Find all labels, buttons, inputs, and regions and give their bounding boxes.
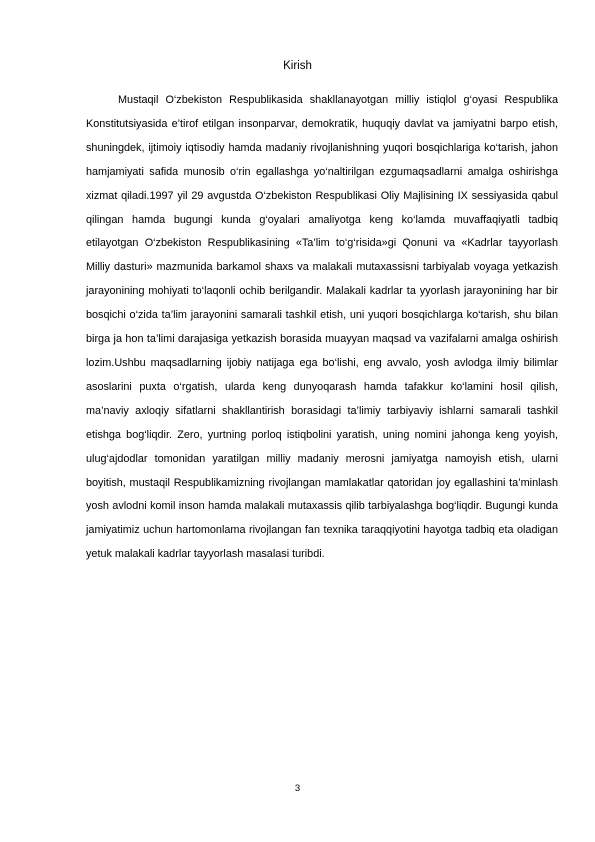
section-title: Kirish xyxy=(283,60,312,72)
page-number: 3 xyxy=(294,783,301,794)
body-paragraph: Mustaqil O‘zbekiston Respublikasida shakllanayotgan milliy istiqlol g‘oyasi Respublika Konstitutsiyasida e’tirof etilgan insonparvar, demokratik, huquqiy davlat va jamiyatni barpo etish, shuningdek, ijtimoiy iqtisodiy hamda madaniy rivojlanishning yuqori bosqichlariga ko‘tarish, jahon hamjamiyati safida munosib o‘rin egallashga yo‘naltirilgan ezgumaqsadlarni amalga oshirishga xizmat qiladi.1997 yil 29 avgustda O‘zbekiston Respublikasi Oliy Majlisining IX sessiyasida qabul qilingan hamda bugungi kunda g‘oyalari amaliyotga keng ko‘lamda muvaffaqiyatli tadbiq etilayotgan O‘zbekiston Respublikasining «Ta’lim to‘g‘risida»gi Qonuni va «Kadrlar tayyorlash Milliy dasturi» mazmunida barkamol shaxs va malakali mutaxassisni tarbiyalab voyaga yetkazish jarayonining mohiyati to‘laqonli ochib berilgandir. Malakali kadrlar ta yyorlash jarayonining har bir bosqichi o‘zida ta’lim jarayonini samarali tashkil etish, uni yuqori bosqichlarga ko‘tarish, shu bilan birga ja hon ta’limi darajasiga yetkazish borasida muayyan maqsad va vazifalarni amalga oshirish lozim.Ushbu maqsadlarning ijobiy natijaga ega bo‘lishi, eng avvalo, yosh avlodga ilmiy bilimlar asoslarini puxta o‘rgatish, ularda keng dunyoqarash hamda tafakkur ko‘lamini hosil qilish, ma’naviy axloqiy sifatlarni shakllantirish borasidagi ta’limiy tarbiyaviy ishlarni samarali tashkil etishga bog‘liqdir. Zero, yurtning porloq istiqbolini yaratish, uning nomini jahonga keng yoyish, ulug‘ajdodlar tomonidan yaratilgan milliy madaniy merosni jamiyatga namoyish etish, ularni boyitish, mustaqil Respublikamizning rivojlangan mamlakatlar qatoridan joy egallashini ta’minlash yosh avlodni komil inson hamda malakali mutaxassis qilib tarbiyalashga bog‘liqdir. Bugungi kunda jamiyatimiz uchun hartomonlama rivojlangan fan texnika taraqqiyotini hayotga tadbiq eta oladigan yetuk malakali kadrlar tayyorlash masalasi turibdi. xyxy=(86,94,558,561)
